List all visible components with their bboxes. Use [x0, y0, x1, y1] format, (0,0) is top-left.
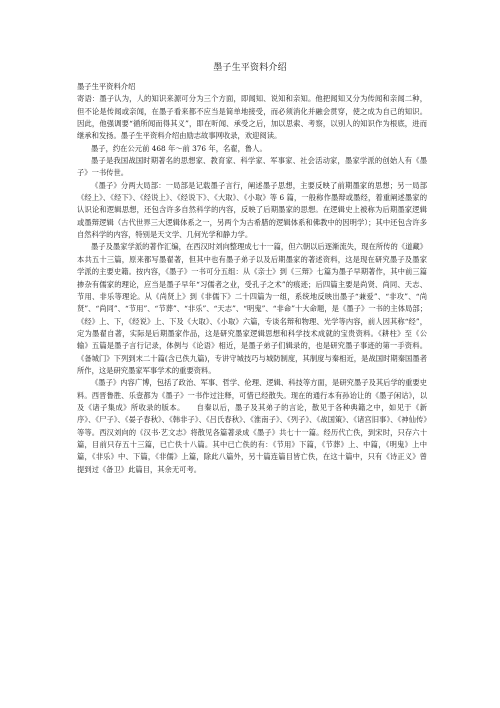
body-paragraph: 墨子生平资料介绍 — [77, 82, 136, 91]
body-paragraph: 《墨子》内容广博，包括了政治、军事、哲学、伦理、逻辑、科技等方面，是研究墨子及其后学的重要史料。西晋鲁胜、乐壹都为《墨子》一书作过注释，可惜已经散失。现在的通行本有孙诒让的《墨子闲诂》，以及《诸子集成》所收录的版本。 自秦以后，墨子及其弟子的言论，散见于各种典籍之中，如见于《新序》、《尸子》、《晏子春秋》、《韩非子》、《吕氏春秋》、《淮南子》、《列子》、《战国策》、《诸宫旧事》、《神仙传》等等。西汉刘向的《汉书·艺文志》将散见各篇著录成《墨子》共七十一篇。经历代亡佚，到宋时，只存六十篇，目前只存五十三篇，已亡佚十八篇。其中已亡佚的有：《节用》下篇，《节葬》上、中篇，《明鬼》上中篇，《非乐》中、下篇，《非儒》上篇，除此八篇外，另十篇连篇目皆亡佚，在这十篇中，只有《诗正义》曾提到过《备卫》此篇目，其余无可考。 — [77, 378, 427, 474]
document-title: 墨子生平资料介绍 — [213, 63, 287, 73]
body-paragraph: 墨子，约在公元前 468 年～前 376 年，名翟，鲁人。 — [91, 143, 267, 153]
body-paragraph: 墨子是我国战国时期著名的思想家、教育家、科学家、军事家、社会活动家，墨家学派的创始人有《墨子》一书传世。 — [77, 156, 427, 178]
document-body — [77, 81, 427, 476]
body-paragraph: 墨子及墨家学派的著作汇编，在西汉时刘向整理成七十一篇，但六朝以后逐渐流失，现在所传的《道藏》本共五十三篇，原来都写墨翟著，但其中也有墨子弟子以及后期墨家的著述资料，这是现在研究墨子及墨家学派的主要史籍。按内容，《墨子》一书可分五组：从《亲士》到《三辩》七篇为墨子早期著作，其中前三篇掺杂有儒家的理论，应当是墨子早年“习儒者之业，受孔子之术”的痕迹；后四篇主要是尚贤、尚同、天志、节用、非乐等理论。从《尚贤上》到《非儒下》二十四篇为一组，系统地反映出墨子“兼爱”、“非攻”、“尚贤”、“尚同”、“节用”、“节葬”、“非乐”、“天志”、“明鬼”、“非命”十大命题，是《墨子》一书的主体局部；《经》上、下，《经说》上、下及《大取》、《小取》六篇，专谈名辩和物理、光学等内容，前人因其称“经”，定为墨翟自著，实际是后期墨家作品，这是研究墨家逻辑思想和科学技术成就的宝贵资料。《耕柱》至《公输》五篇是墨子言行记录，体例与《论语》相近，是墨子弟子们辑录的，也是研究墨子事迹的第一手资料。《备城门》下列到末二十篇(含已佚九篇)，专讲守城技巧与城防制度，其制度与秦相近，是战国时期秦国墨者所作，这是研究墨家军事学术的重要资料。 — [77, 242, 427, 375]
body-paragraph: 《墨子》分两大局部：一局部是记载墨子言行，阐述墨子思想，主要反映了前期墨家的思想；另一局部《经上》、《经下》、《经说上》、《经说下》、《大取》、《小取》等 6 篇，一般称作墨辩或墨经，着重阐述墨家的认识论和逻辑思想，还包含许多自然科学的内容，反映了后期墨家的思想。在逻辑史上被称为后期墨家逻辑或墨辩逻辑（古代世界三大逻辑体系之一，另两个为古希腊的逻辑体系和佛教中的因明学）；其中还包含许多自然科学的内容，特别是天文学、几何光学和静力学。 — [77, 180, 427, 240]
body-paragraph: 寄语：墨子认为，人的知识来源可分为三个方面，即闻知、说知和亲知。他把闻知又分为传闻和亲闻二种，但不论是传闻或亲闻，在墨子看来都不应当是简单地接受，而必须消化并融会贯穿，使之成为自己的知识。因此，他强调要“循所闻而得其义”，即在听闻、承受之后，加以思索、考察，以别人的知识作为根底，进而继承和发扬。墨子生平资料介绍由励志故事网收录，欢迎阅读。 — [77, 94, 427, 141]
